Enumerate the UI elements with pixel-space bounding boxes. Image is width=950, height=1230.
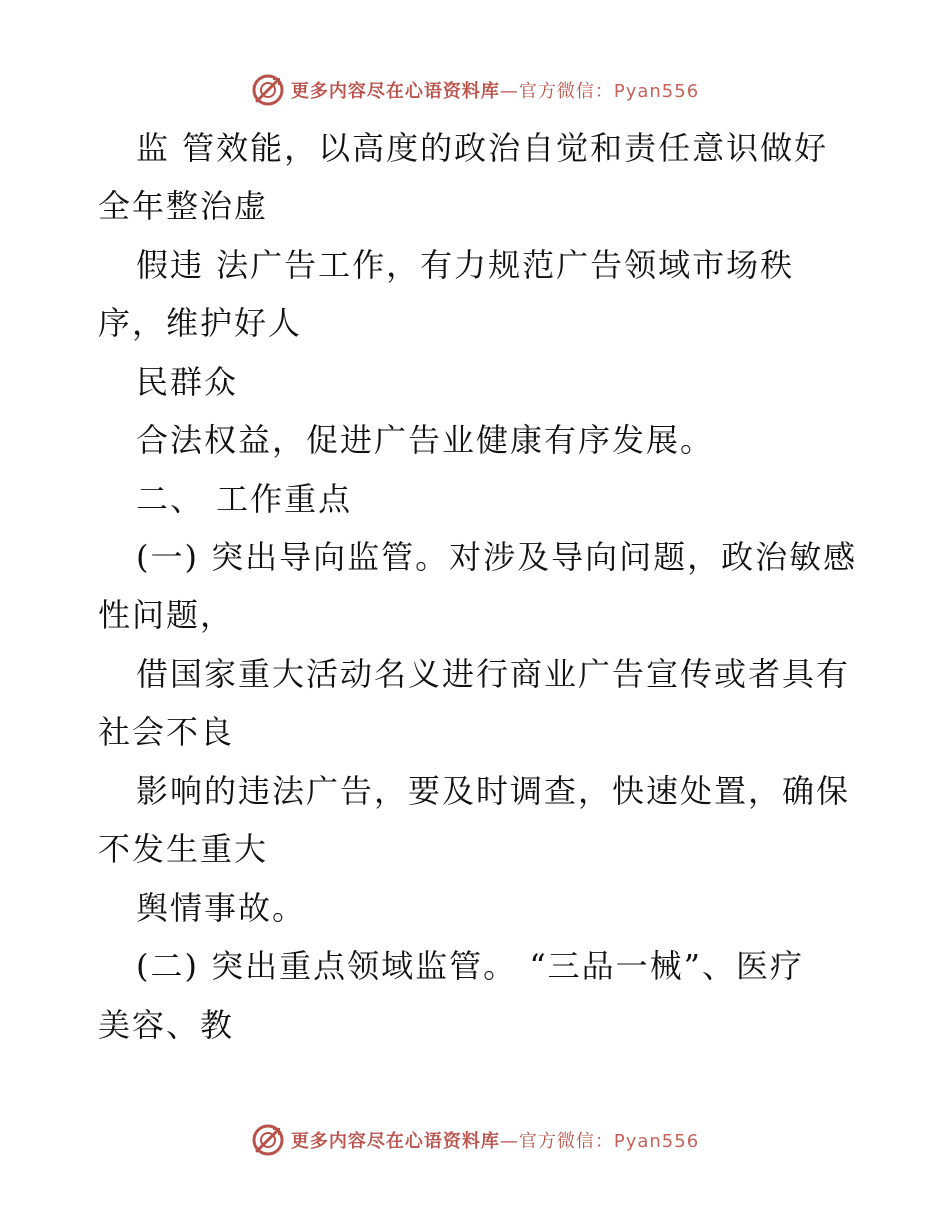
section-heading: 二、 工作重点 [136,480,353,518]
text-line: 社会不良 [98,713,235,751]
text-line: 影响的违法广告，要及时调查，快速处置，确保 [136,772,851,810]
text-line: 序，维护好人 [98,304,303,342]
watermark-wechat-id: Pyan556 [613,81,700,102]
text-line: 借国家重大活动名义进行商业广告宣传或者具有 [136,655,851,693]
watermark-main: 更多内容尽在心语资料库 [290,1131,500,1152]
text-line: 性问题， [98,596,235,634]
text-line: 舆情事故。 [136,889,307,927]
watermark-separator: —官方微信： [499,1131,614,1152]
text-line: 全年整治虚 [98,187,269,225]
text-line: (二) 突出重点领域监管。 “三品一械”、医疗 [136,947,805,985]
text-line: 民群众 [136,363,239,401]
footer-watermark [0,1120,950,1160]
text-line: 监 管效能，以高度的政治自觉和责任意识做好 [136,129,829,167]
text-line: (一) 突出导向监管。对涉及导向问题，政治敏感 [136,538,858,576]
text-line: 合法权益，促进广告业健康有序发展。 [136,421,715,459]
watermark-main: 更多内容尽在心语资料库 [290,81,500,102]
watermark-text [291,1127,699,1153]
text-line: 假违 法广告工作，有力规范广告领域市场秩 [136,246,795,284]
watermark-wechat-id: Pyan556 [613,1131,700,1152]
brand-logo-icon [251,1123,285,1157]
watermark-separator: —官方微信： [499,81,614,102]
text-line: 美容、教 [98,1006,235,1044]
text-line: 不发生重大 [98,830,269,868]
